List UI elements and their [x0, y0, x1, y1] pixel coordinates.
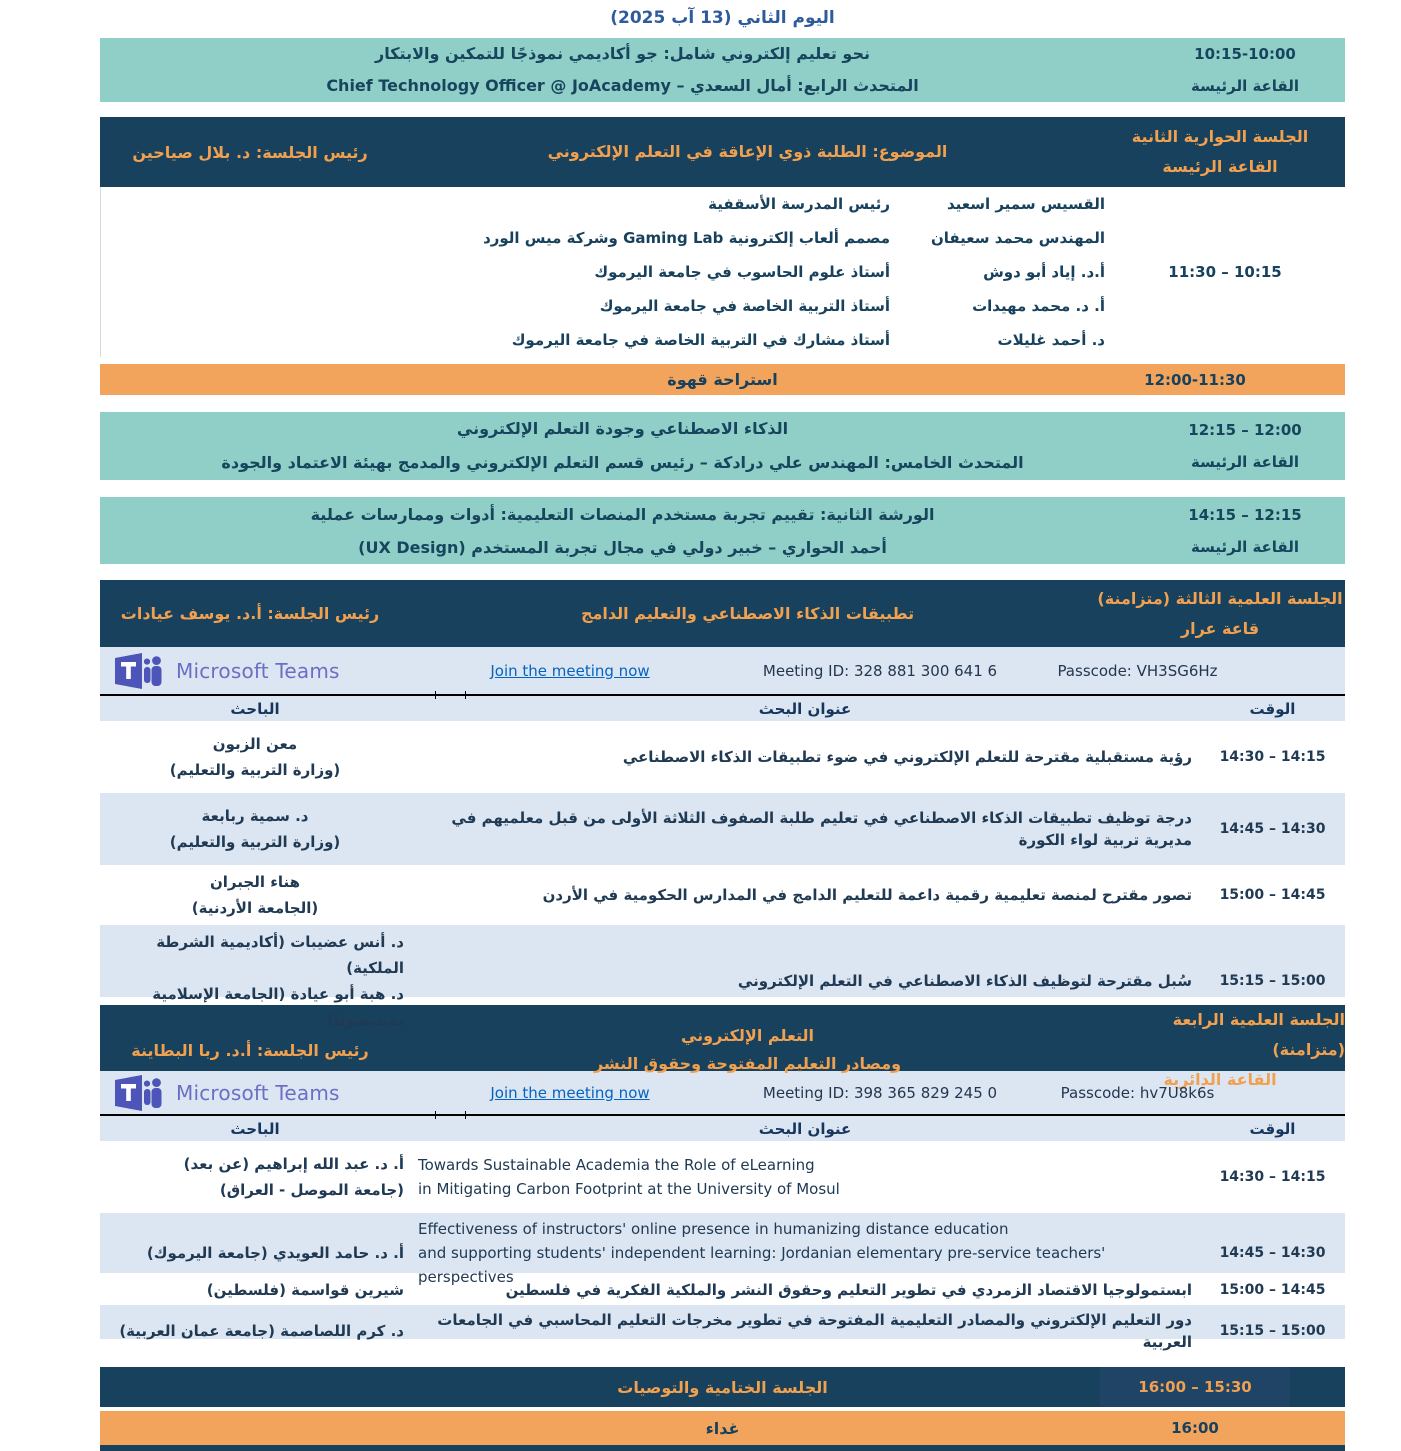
col-researcher: الباحث — [230, 1119, 280, 1138]
workshop2-banner — [100, 497, 1345, 564]
row-time: 14:45 – 14:30 — [1219, 821, 1326, 837]
table-row — [100, 865, 1345, 925]
row-researcher — [100, 721, 410, 793]
row-researcher — [100, 1273, 410, 1307]
row-title — [410, 793, 1200, 865]
panel-session-topic: الموضوع: الطلبة ذوي الإعاقة في التعلم الإلكتروني — [547, 142, 948, 161]
col-time: الوقت — [1249, 1119, 1296, 1138]
session3-header — [100, 580, 1345, 647]
row-time: 14:30 – 14:15 — [1219, 1169, 1326, 1185]
session3-name-room — [1095, 584, 1345, 644]
table-row — [100, 793, 1345, 865]
lunch-time: 16:00 — [1171, 1419, 1219, 1437]
row-researcher — [100, 1305, 410, 1357]
researcher-line: معن الزبون — [212, 735, 298, 753]
title-line: دور التعليم الإلكتروني والمصادر التعليمية المفتوحة في تطوير مخرجات التعليم المحاسبي في الجامعات العربية — [437, 1311, 1192, 1351]
meeting-id: Meeting ID: 328 881 300 641 6 — [762, 661, 998, 680]
keynote4-room: القاعة الرئيسة — [1191, 77, 1299, 95]
researcher-line: أ. د. حامد العويدي (جامعة اليرموك) — [146, 1244, 404, 1262]
table-row — [100, 1273, 1345, 1305]
session3-name: الجلسة العلمية الثالثة (متزامنة) — [1097, 588, 1343, 608]
row-title — [410, 1305, 1200, 1357]
closing-session-label: الجلسة الختامية والتوصيات — [617, 1377, 828, 1397]
row-title — [410, 925, 1200, 1037]
speaker-role: مصمم ألعاب إلكترونية Gaming Lab وشركة ميس الورد — [483, 229, 890, 247]
speaker-name: أ. د. محمد مهيدات — [972, 297, 1105, 315]
speaker-name: أ.د. إياد أبو دوش — [983, 263, 1105, 281]
title-line: Towards Sustainable Academia the Role of eLearning — [418, 1156, 815, 1174]
session4-chair: رئيس الجلسة: أ.د. ربا البطاينة — [131, 1040, 369, 1060]
title-line: in Mitigating Carbon Footprint at the University of Mosul — [418, 1180, 840, 1198]
row-researcher — [100, 865, 410, 925]
speaker-role: أستاذ علوم الحاسوب في جامعة اليرموك — [594, 263, 890, 281]
panel-session-time: 11:30 – 10:15 — [1168, 263, 1282, 281]
table-row — [100, 925, 1345, 1029]
keynote5-main — [100, 412, 1145, 480]
schedule-page — [0, 8, 1401, 1451]
microsoft-teams-icon — [114, 653, 166, 689]
researcher-line: (جامعة الموصل - العراق) — [219, 1181, 404, 1199]
workshop2-speaker: أحمد الحواري – خبير دولي في مجال تجربة المستخدم (UX Design) — [358, 537, 887, 557]
row-title — [410, 865, 1200, 925]
session3-room: قاعة عرار — [1180, 618, 1260, 638]
passcode: Passcode: VH3SG6Hz — [1057, 661, 1218, 680]
speaker-role: أستاذ التربية الخاصة في جامعة اليرموك — [599, 297, 890, 315]
keynote4-banner — [100, 38, 1345, 102]
keynote4-time-room — [1145, 38, 1345, 102]
lunch-label: غداء — [705, 1418, 740, 1438]
keynote4-speaker: المتحدث الرابع: أمال السعدي – Chief Technology Officer @ JoAcademy — [326, 76, 919, 95]
keynote5-title: الذكاء الاصطناعي وجودة التعلم الإلكتروني — [456, 419, 789, 438]
row-researcher — [100, 793, 410, 865]
column-tick — [435, 1111, 436, 1119]
title-line: رؤية مستقبلية مقترحة للتعلم الإلكتروني في ضوء تطبيقات الذكاء الاصطناعي — [622, 748, 1192, 766]
keynote4-time: 10:15-10:00 — [1194, 45, 1296, 63]
researcher-line: د. سمية ربابعة — [201, 807, 309, 825]
col-researcher: الباحث — [230, 699, 280, 718]
column-tick — [465, 691, 466, 699]
column-tick — [435, 691, 436, 699]
closing-session-time: 16:00 – 15:30 — [1100, 1367, 1290, 1407]
researcher-line: د. كرم اللصاصمة (جامعة عمان العربية) — [119, 1322, 404, 1340]
panel-session-header — [100, 117, 1345, 187]
researcher-line: شيرين قواسمة (فلسطين) — [206, 1281, 404, 1299]
row-title — [410, 1141, 1200, 1213]
researcher-line: د. هبة أبو عيادة (الجامعة الإسلامية بمينيسوتا) — [152, 985, 404, 1029]
row-researcher — [100, 925, 410, 1037]
meeting-id: Meeting ID: 398 365 829 245 0 — [762, 1083, 998, 1102]
session3-teams-row — [100, 647, 1345, 694]
session4-topic-line1: التعلم الإلكتروني — [680, 1026, 815, 1045]
table-row — [100, 721, 1345, 793]
workshop2-title: الورشة الثانية: تقييم تجربة مستخدم المنصات التعليمية: أدوات وممارسات عملية — [310, 504, 935, 524]
title-line: سُبل مقترحة لتوظيف الذكاء الاصطناعي في التعلم الإلكتروني — [737, 972, 1192, 990]
row-time: 15:00 – 14:45 — [1219, 887, 1326, 903]
title-line: Effectiveness of instructors' online presence in humanizing distance education — [418, 1220, 1009, 1238]
researcher-line: (الجامعة الأردنية) — [191, 899, 319, 917]
join-meeting-link[interactable]: Join the meeting now — [490, 1083, 650, 1102]
row-time: 14:30 – 14:15 — [1219, 749, 1326, 765]
schedule-content — [100, 8, 1345, 1451]
keynote5-speaker: المتحدث الخامس: المهندس علي درادكة – رئيس قسم التعلم الإلكتروني والمدمج بهيئة الاعتماد والجودة — [221, 453, 1024, 472]
title-line: درجة توظيف تطبيقات الذكاء الاصطناعي في تعليم طلبة الصفوف الثلاثة الأولى من قبل معلميهم في مديرية تربية لواء الكورة — [451, 809, 1192, 849]
table-divider — [100, 694, 1345, 696]
keynote4-title: نحو تعليم إلكتروني شامل: جو أكاديمي نموذجًا للتمكين والابتكار — [375, 44, 870, 63]
keynote5-banner — [100, 412, 1345, 480]
keynote5-time-room — [1145, 412, 1345, 480]
passcode: Passcode: hv7U8k6s — [1060, 1083, 1215, 1102]
session4-column-headers — [100, 1116, 1345, 1141]
row-time: 14:45 – 14:30 — [1219, 1245, 1326, 1261]
col-title: عنوان البحث — [758, 699, 852, 718]
title-line: تصور مقترح لمنصة تعليمية رقمية داعمة للتعليم الدامج في المدارس الحكومية في الأردن — [542, 886, 1192, 904]
panel-session-chair: رئيس الجلسة: د. بلال صياحين — [132, 142, 368, 162]
table-row — [100, 1213, 1345, 1286]
teams-brand — [100, 1075, 430, 1111]
speaker-name: المهندس محمد سعيفان — [930, 229, 1105, 247]
teams-brand — [100, 653, 430, 689]
session3-column-headers — [100, 696, 1345, 721]
session4-topic-line2: ومصادر التعليم المفتوحة وحقوق النشر — [593, 1054, 902, 1073]
researcher-line: أ. د. عبد الله إبراهيم (عن بعد) — [183, 1155, 404, 1173]
title-line: and supporting students' independent learning: Jordanian elementary pre-service teachers' perspectives — [418, 1244, 1106, 1286]
researcher-line: هناء الجبران — [209, 873, 301, 891]
session4-name: الجلسة العلمية الرابعة (متزامنة) — [1172, 1010, 1345, 1059]
row-title — [410, 1273, 1200, 1307]
keynote5-time: 12:15 – 12:00 — [1188, 421, 1302, 439]
row-time: 15:00 – 14:45 — [1219, 1282, 1326, 1298]
microsoft-teams-icon — [114, 1075, 166, 1111]
speaker-name: د. أحمد غليلات — [997, 331, 1105, 349]
table-row — [100, 1141, 1345, 1213]
panel-session-name-room — [1095, 122, 1345, 182]
col-time: الوقت — [1249, 699, 1296, 718]
panel-session-room: القاعة الرئيسة — [1162, 157, 1278, 176]
page-title: اليوم الثاني (13 آب 2025) — [610, 8, 835, 28]
bottom-partial-bar — [100, 1445, 1345, 1451]
lunch-banner — [100, 1411, 1345, 1445]
workshop2-main — [100, 497, 1145, 564]
teams-brand-label: Microsoft Teams — [176, 658, 340, 683]
keynote4-main — [100, 38, 1145, 102]
column-tick — [465, 1111, 466, 1119]
session4-name-room — [1095, 1005, 1345, 1095]
table-divider — [100, 1114, 1345, 1116]
panel-speakers-table — [100, 187, 1345, 357]
coffee-break-label: استراحة قهوة — [667, 370, 778, 389]
coffee-break-time: 12:00-11:30 — [1144, 370, 1246, 389]
researcher-line: (وزارة التربية والتعليم) — [169, 833, 341, 851]
teams-brand-label: Microsoft Teams — [176, 1080, 340, 1105]
session4-room: القاعة الدائرية — [1163, 1070, 1277, 1089]
row-time: 15:15 – 15:00 — [1219, 973, 1326, 989]
closing-session-banner — [100, 1367, 1345, 1407]
workshop2-time: 14:15 – 12:15 — [1188, 505, 1302, 524]
title-line: ابستمولوجيا الاقتصاد الزمردي في تطوير التعليم وحقوق النشر والملكية الفكرية في فلسطين — [505, 1281, 1192, 1299]
speaker-name: القسيس سمير اسعيد — [946, 195, 1105, 213]
workshop2-time-room — [1145, 497, 1345, 564]
row-time: 15:15 – 15:00 — [1219, 1323, 1326, 1339]
panel-session-name: الجلسة الحوارية الثانية — [1131, 127, 1309, 146]
coffee-break-banner — [100, 364, 1345, 395]
row-researcher — [100, 1141, 410, 1213]
session4-topic — [400, 1022, 1095, 1078]
session3-topic: تطبيقات الذكاء الاصطناعي والتعليم الدامج — [580, 603, 915, 623]
col-title: عنوان البحث — [758, 1119, 852, 1138]
speaker-role: رئيس المدرسة الأسقفية — [708, 195, 890, 213]
session3-chair: رئيس الجلسة: أ.د. يوسف عيادات — [120, 604, 380, 623]
researcher-line: (وزارة التربية والتعليم) — [169, 761, 341, 779]
keynote5-room: القاعة الرئيسة — [1191, 453, 1299, 471]
workshop2-room: القاعة الرئيسة — [1191, 537, 1299, 556]
row-title — [410, 721, 1200, 793]
speaker-role: أستاذ مشارك في التربية الخاصة في جامعة اليرموك — [511, 331, 890, 349]
table-row — [100, 1305, 1345, 1351]
join-meeting-link[interactable]: Join the meeting now — [490, 661, 650, 680]
researcher-line: د. أنس عضيبات (أكاديمية الشرطة الملكية) — [156, 933, 404, 977]
